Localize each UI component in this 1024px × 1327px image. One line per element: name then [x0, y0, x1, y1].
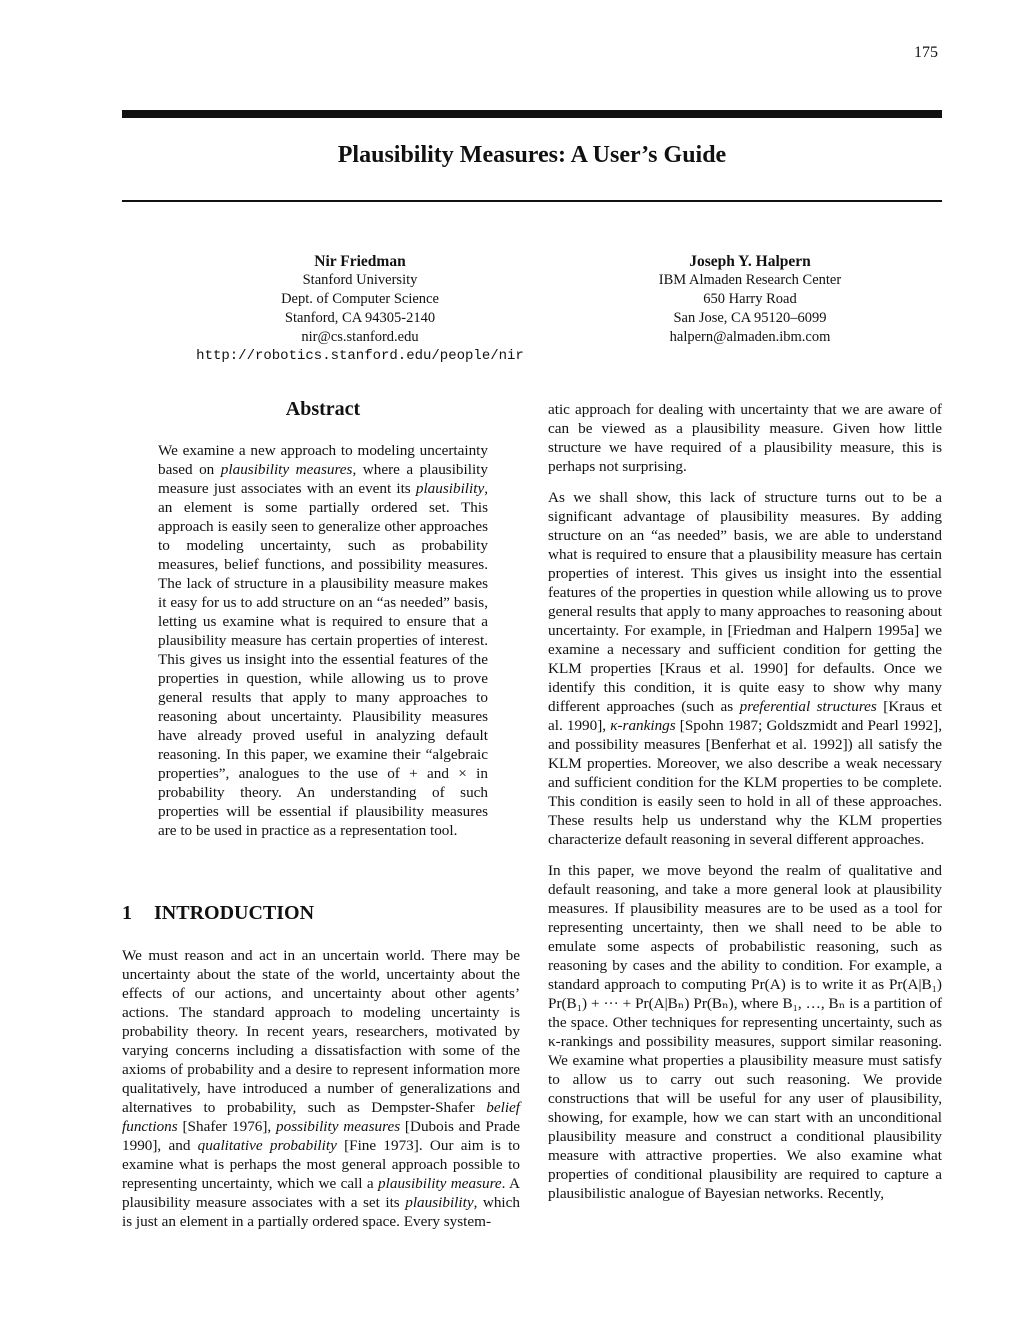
- body-text: [Shafer 1976],: [177, 1118, 277, 1135]
- body-text: . A plausibility measure associates with a set its: [122, 1175, 520, 1211]
- body-emphasis: belief functions: [122, 1099, 520, 1135]
- author-department: Dept. of Computer Science: [281, 291, 439, 307]
- abstract-body: [158, 441, 488, 840]
- abstract-text: , where a plausibility measure just associates with an event its: [158, 461, 488, 497]
- body-text: [Dubois and Prade 1990], and: [122, 1118, 520, 1154]
- right-column: [548, 400, 942, 1203]
- author-email: halpern@almaden.ibm.com: [669, 329, 831, 345]
- body-emphasis: plausibility: [405, 1194, 474, 1211]
- right-paragraph-3: In this paper, we move beyond the realm of qualitative and default reasoning, and take a more general look at plausibility measures. If plausibility measures are to be used as a tool for representing uncertainty, then we shall need to be able to emulate some aspects of probabilistic reasoning, such as reasoning by cases and the ability to condition. For example, a standard approach to computing Pr(A) is to write it as Pr(A|B₁) Pr(B₁) + ··· + Pr(A|Bₙ) Pr(Bₙ), where B₁, …, Bₙ is a partition of the space. Other techniques for representing uncertainty, such as κ-rankings and possibility measures, support similar reasoning. We examine what properties a plausibility measure must satisfy to allow us to carry out such reasoning. We provide constructions that will be useful for any user of plausibility, showing, for example, how we can start with an unconditional plausibility measure and construct a conditional plausibility measure with attractive properties. We also examine what properties of conditional plausibility are required to capture a plausibilistic analogue of Bayesian networks. Recently,: [548, 862, 942, 1202]
- body-text: We must reason and act in an uncertain world. There may be uncertainty about the state of the world, uncertainty about the effects of our actions, and uncertainty about other agents’ actions. The standard approach to modeling uncertainty is probability theory. In recent years, researchers, motivated by varying concerns including a dissatisfaction with some of the axioms of probability and a desire to represent information more qualitatively, have introduced a number of generalizations and alternatives to probability, such as Dempster-Shafer: [122, 947, 520, 1116]
- author-affiliation: Stanford University: [302, 272, 418, 288]
- paper-title: Plausibility Measures: A User’s Guide: [337, 142, 727, 168]
- author-block-halpern: [560, 252, 940, 347]
- body-text: [Spohn 1987; Goldszmidt and Pearl 1992], and possibility measures [Benferhat et al. 1992]) all satisfy the KLM properties. Moreover, we also describe a weak necessary and sufficient condition for the KLM properties to be complete. This condition is easily seen to hold in all of these approaches. These results help us understand why the KLM properties characterize default reasoning in several different approaches.: [548, 717, 942, 848]
- author-url: http://robotics.stanford.edu/people/nir: [196, 348, 524, 364]
- body-text: [Fine 1973]. Our aim is to examine what is perhaps the most general approach possible to representing uncertainty, which we call a: [122, 1137, 520, 1192]
- abstract-emphasis: plausibility: [415, 480, 485, 497]
- section-number: 1: [122, 902, 132, 924]
- body-emphasis: possibility measures: [276, 1118, 401, 1135]
- body-emphasis: preferential structures: [739, 698, 877, 715]
- section-title: INTRODUCTION: [154, 902, 315, 924]
- abstract-heading: Abstract: [285, 398, 361, 420]
- author-street: 650 Harry Road: [703, 291, 797, 307]
- author-affiliation: IBM Almaden Research Center: [658, 272, 842, 288]
- abstract-text: We examine a new approach to modeling uncertainty based on: [158, 442, 488, 478]
- title-rule-top: [122, 110, 942, 118]
- abstract: [158, 398, 488, 840]
- author-block-friedman: [170, 252, 550, 366]
- author-address: San Jose, CA 95120–6099: [673, 310, 827, 326]
- right-paragraph-1: atic approach for dealing with uncertainty that we are aware of can be viewed as a plausibility measure. Given how little structure we have required of a plausibility measure, this is perhaps not surprising.: [548, 401, 942, 475]
- page-number: 175: [914, 44, 938, 61]
- abstract-text: , an element is some partially ordered set. This approach is easily seen to generalize other approaches to modeling uncertainty, such as probability measures, belief functions, and possibility measures. The lack of structure in a plausibility measure makes it easy for us to add structure on an “as needed” basis, letting us examine what is required to ensure that a plausibility measure has certain properties of interest. This gives us insight into the essential features of the properties in question, while allowing us to prove general results that apply to many approaches to reasoning about uncertainty. Plausibility measures have already proved useful in analyzing default reasoning. In this paper, we examine their “algebraic properties”, analogues to the use of + and × in probability theory. An understanding of such properties will be essential if plausibility measures are to be used in practice as a representation tool.: [158, 480, 488, 839]
- author-email: nir@cs.stanford.edu: [301, 329, 419, 345]
- abstract-emphasis: plausibility measures: [220, 461, 353, 478]
- intro-paragraph: [122, 946, 520, 1231]
- body-text: As we shall show, this lack of structure turns out to be a significant advantage of plausibility measures. By adding structure on an “as needed” basis, we are able to understand what is required to ensure that a plausibility measure has certain properties of interest. This gives us insight into the essential features of the properties in question while allowing us to prove general results that apply to many approaches to reasoning about uncertainty. For example, in [Friedman and Halpern 1995a] we examine a necessary and sufficient condition for getting the KLM properties [Kraus et al. 1990] for defaults. Once we identify this condition, it is quite easy to show why many different approaches (such as: [548, 489, 942, 715]
- author-name: Joseph Y. Halpern: [689, 253, 811, 270]
- title-rule-bottom: [122, 200, 942, 202]
- body-text: [Kraus et al. 1990],: [548, 698, 942, 734]
- right-paragraph-2: [548, 488, 942, 849]
- body-text: , which is just an element in a partially ordered space. Every system-: [122, 1194, 520, 1230]
- body-emphasis: qualitative probability: [197, 1137, 337, 1154]
- author-name: Nir Friedman: [314, 253, 406, 270]
- body-emphasis: plausibility measure: [378, 1175, 502, 1192]
- body-emphasis: κ-rankings: [610, 717, 676, 734]
- section-heading: [122, 902, 314, 925]
- author-address: Stanford, CA 94305-2140: [284, 310, 436, 326]
